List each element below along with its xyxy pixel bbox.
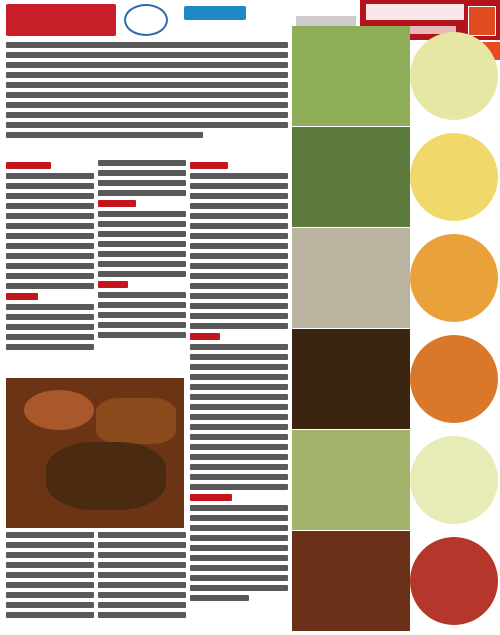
anniversary-badge: [124, 4, 168, 36]
text-line: [6, 324, 94, 330]
text-line: [190, 344, 288, 350]
intro-paragraph: [6, 42, 288, 152]
tea-cup-image: [24, 390, 94, 430]
white-tea-cup: [410, 234, 498, 322]
text-line: [190, 364, 288, 370]
text-line: [98, 582, 186, 588]
text-line: [6, 213, 94, 219]
oolong-tea-leaves: [292, 127, 410, 227]
text-line: [190, 545, 288, 551]
article-column-bottom-middle: [98, 532, 186, 632]
article-column-3: [190, 160, 288, 630]
text-line: [6, 72, 288, 78]
text-line: [6, 592, 94, 598]
text-line: [98, 602, 186, 608]
article-column-1: [6, 160, 94, 370]
text-line: [190, 253, 288, 259]
text-line: [190, 515, 288, 521]
text-line: [98, 241, 186, 247]
text-line: [190, 585, 288, 591]
red-tea-cup: [410, 537, 498, 625]
text-line: [190, 374, 288, 380]
text-line: [6, 193, 94, 199]
text-line: [190, 243, 288, 249]
text-line: [6, 304, 94, 310]
section-heading: [190, 494, 232, 501]
text-line: [98, 562, 186, 568]
text-line: [190, 484, 288, 490]
tea-varieties-strip: [292, 26, 500, 635]
text-line: [190, 454, 288, 460]
page-title: [6, 4, 116, 36]
text-line: [6, 253, 94, 259]
text-line: [98, 302, 186, 308]
section-heading: [6, 293, 38, 300]
red-tea-leaves: [292, 531, 410, 631]
text-line: [6, 203, 94, 209]
text-line: [190, 213, 288, 219]
section-heading: [190, 162, 228, 169]
text-line: [6, 112, 288, 118]
text-line: [6, 344, 94, 350]
text-line: [6, 582, 94, 588]
text-line: [190, 444, 288, 450]
section-heading: [190, 333, 220, 340]
text-line: [190, 293, 288, 299]
text-line: [6, 122, 288, 128]
text-line: [190, 313, 288, 319]
text-line: [6, 243, 94, 249]
tea-scoop-image: [46, 442, 166, 510]
text-line: [98, 170, 186, 176]
text-line: [98, 261, 186, 267]
text-line: [190, 323, 288, 329]
text-line: [190, 263, 288, 269]
text-line: [6, 572, 94, 578]
text-line: [98, 160, 186, 166]
text-line: [190, 233, 288, 239]
text-line: [98, 231, 186, 237]
text-line: [6, 532, 94, 538]
text-line: [190, 273, 288, 279]
text-line: [6, 283, 94, 289]
text-line: [190, 535, 288, 541]
text-line: [98, 612, 186, 618]
text-line: [98, 211, 186, 217]
text-line: [6, 314, 94, 320]
brand-name: [366, 4, 464, 20]
text-line: [6, 173, 94, 179]
text-line: [98, 292, 186, 298]
tea-row-4: [292, 329, 500, 429]
text-line: [98, 251, 186, 257]
text-line: [190, 474, 288, 480]
text-line: [6, 542, 94, 548]
text-line: [6, 52, 288, 58]
text-line: [190, 414, 288, 420]
tea-row-3: [292, 228, 500, 328]
section-heading: [6, 162, 51, 169]
text-line: [98, 592, 186, 598]
text-line: [98, 542, 186, 548]
text-line: [6, 62, 288, 68]
tea-photo: [6, 378, 184, 528]
text-line: [6, 334, 94, 340]
text-line: [6, 42, 288, 48]
text-line: [190, 575, 288, 581]
text-line: [6, 183, 94, 189]
yellow-tea-cup: [410, 436, 498, 524]
text-line: [190, 173, 288, 179]
section-heading: [98, 281, 128, 288]
text-line: [6, 552, 94, 558]
text-line: [6, 223, 94, 229]
article-column-bottom-left: [6, 532, 94, 632]
tea-row-2: [292, 127, 500, 227]
oolong-tea-cup: [410, 133, 498, 221]
text-line: [98, 312, 186, 318]
black-tea-leaves: [292, 329, 410, 429]
text-line: [6, 612, 94, 618]
white-tea-leaves: [292, 228, 410, 328]
text-line: [190, 183, 288, 189]
black-tea-cup: [410, 335, 498, 423]
text-line: [190, 404, 288, 410]
text-line: [98, 552, 186, 558]
text-line: [98, 332, 186, 338]
article-column-2: [98, 160, 186, 370]
text-line: [6, 82, 288, 88]
text-line: [190, 354, 288, 360]
text-line: [190, 203, 288, 209]
text-line: [190, 303, 288, 309]
green-tea-cup: [410, 32, 498, 120]
text-line: [190, 283, 288, 289]
tea-row-1: [292, 26, 500, 126]
text-line: [190, 384, 288, 390]
text-line: [190, 505, 288, 511]
text-line: [98, 180, 186, 186]
text-line: [6, 263, 94, 269]
text-line: [6, 562, 94, 568]
section-heading: [98, 200, 136, 207]
text-line: [190, 595, 249, 601]
text-line: [190, 525, 288, 531]
text-line: [98, 221, 186, 227]
text-line: [98, 532, 186, 538]
text-line: [190, 555, 288, 561]
text-line: [98, 322, 186, 328]
text-line: [98, 572, 186, 578]
text-line: [190, 424, 288, 430]
text-line: [190, 565, 288, 571]
issue-date: [296, 16, 356, 26]
text-line: [6, 273, 94, 279]
text-line: [190, 193, 288, 199]
text-line: [98, 190, 186, 196]
text-line: [98, 271, 186, 277]
yellow-tea-leaves: [292, 430, 410, 530]
tea-row-5: [292, 430, 500, 530]
tea-leaves-image: [96, 398, 176, 444]
green-tea-leaves: [292, 26, 410, 126]
text-line: [6, 92, 288, 98]
text-line: [190, 223, 288, 229]
text-line: [190, 434, 288, 440]
tea-row-6: [292, 531, 500, 635]
text-line: [6, 132, 203, 138]
supplement-masthead: [184, 6, 246, 20]
text-line: [6, 602, 94, 608]
text-line: [190, 394, 288, 400]
text-line: [190, 464, 288, 470]
text-line: [6, 233, 94, 239]
text-line: [6, 102, 288, 108]
